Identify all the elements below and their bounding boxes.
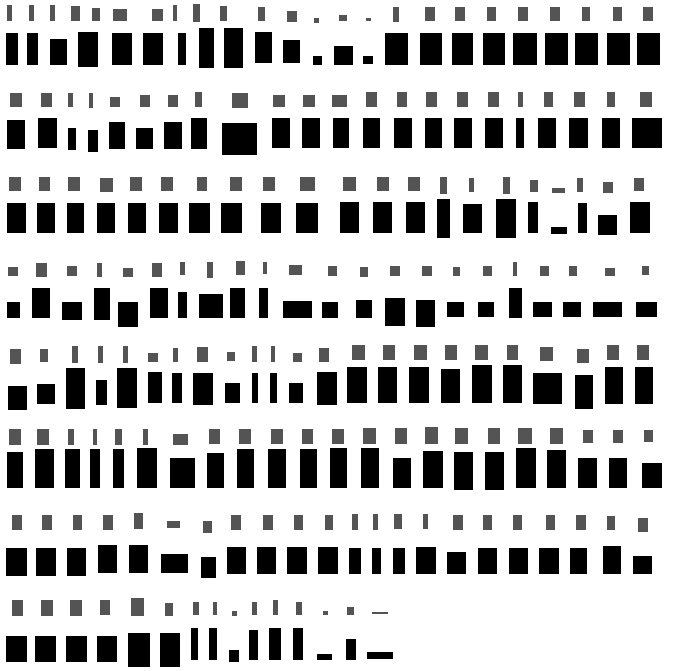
black-block — [209, 628, 217, 660]
black-block — [367, 652, 393, 659]
black-block — [128, 633, 150, 667]
black-block — [269, 628, 281, 660]
gray-block — [323, 611, 328, 615]
gray-block — [347, 607, 354, 615]
black-block — [6, 636, 27, 662]
gray-block — [296, 602, 302, 615]
gray-block — [131, 598, 144, 616]
black-block — [249, 630, 258, 660]
gray-block — [213, 602, 217, 615]
gray-block — [372, 612, 388, 614]
gray-block — [41, 600, 53, 616]
gray-block — [12, 600, 23, 616]
gray-block — [252, 602, 257, 615]
black-block — [97, 636, 117, 662]
gray-block — [70, 600, 82, 616]
black-block — [191, 628, 198, 660]
black-block — [317, 654, 332, 660]
black-block — [346, 639, 356, 660]
gray-block — [165, 603, 173, 616]
gray-block — [273, 600, 278, 615]
gray-block — [100, 600, 110, 615]
black-block — [293, 628, 303, 660]
black-block — [66, 636, 87, 662]
black-block — [35, 636, 56, 662]
black-block — [229, 650, 239, 662]
gray-block — [193, 602, 199, 615]
black-block — [160, 633, 180, 667]
gray-block — [232, 611, 237, 616]
